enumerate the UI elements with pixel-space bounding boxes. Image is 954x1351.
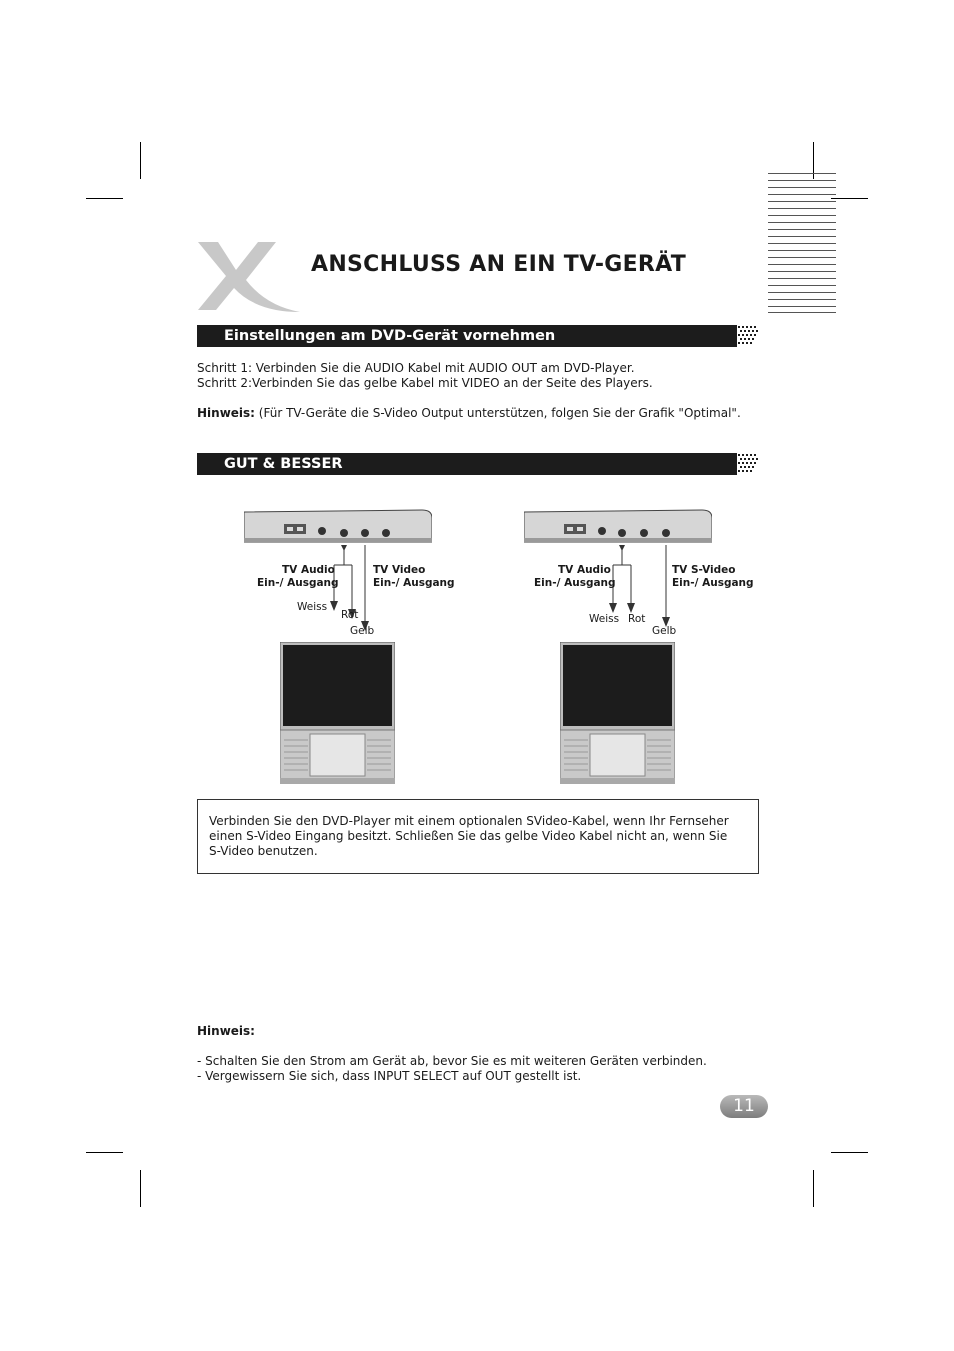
section-heading-good-better: GUT & BESSER bbox=[197, 453, 737, 475]
left-white-label: Weiss bbox=[297, 601, 328, 613]
page-number-badge: 11 bbox=[720, 1095, 768, 1118]
right-audio-label-1: TV Audio bbox=[558, 564, 611, 576]
crop-mark bbox=[831, 198, 868, 199]
svideo-note-text bbox=[209, 814, 729, 859]
left-video-label-1: TV Video bbox=[373, 564, 426, 576]
footer-hint-label: Hinweis: bbox=[197, 1024, 255, 1038]
dvd-player-panel-right bbox=[524, 508, 712, 546]
hint-text: (Für TV-Geräte die S-Video Output unterstützen, folgen Sie der Grafik "Optimal". bbox=[254, 406, 741, 420]
step-1-text: Schritt 1: Verbinden Sie die AUDIO Kabel mit AUDIO OUT am DVD-Player. bbox=[197, 361, 635, 375]
left-red-label: Rot bbox=[341, 609, 359, 621]
right-svideo-label-2: Ein-/ Ausgang bbox=[672, 577, 754, 589]
side-stripes-decoration bbox=[768, 173, 836, 313]
page-title: ANSCHLUSS AN EIN TV-GERÄT bbox=[311, 252, 687, 277]
svideo-note-box bbox=[197, 799, 759, 874]
tv-set-left bbox=[280, 642, 395, 784]
crop-mark bbox=[86, 198, 123, 199]
brand-x-logo-icon bbox=[196, 240, 302, 314]
hint-line bbox=[197, 406, 741, 421]
right-yellow-label: Gelb bbox=[652, 625, 677, 637]
dvd-player-panel-left bbox=[244, 508, 432, 546]
crop-mark bbox=[140, 1170, 141, 1207]
right-svideo-label-1: TV S-Video bbox=[672, 564, 736, 576]
left-audio-label-2: Ein-/ Ausgang bbox=[257, 577, 339, 589]
left-yellow-label: Gelb bbox=[350, 625, 375, 637]
step-2-text: Schritt 2:Verbinden Sie das gelbe Kabel mit VIDEO an der Seite des Players. bbox=[197, 376, 653, 390]
footer-hint-item: - Vergewissern Sie sich, dass INPUT SELECT auf OUT gestellt ist. bbox=[197, 1069, 582, 1083]
hint-label: Hinweis: bbox=[197, 406, 255, 420]
right-audio-label-2: Ein-/ Ausgang bbox=[534, 577, 616, 589]
right-red-label: Rot bbox=[628, 613, 646, 625]
right-white-label: Weiss bbox=[589, 613, 620, 625]
heading-hatch-decoration bbox=[734, 325, 760, 347]
left-audio-label-1: TV Audio bbox=[282, 564, 335, 576]
left-video-label-2: Ein-/ Ausgang bbox=[373, 577, 455, 589]
note-line: einen S-Video Eingang besitzt. Schließen Sie das gelbe Video Kabel nicht an, wenn Sie bbox=[209, 829, 728, 843]
tv-set-right bbox=[560, 642, 675, 784]
note-line: Verbinden Sie den DVD-Player mit einem optionalen SVideo-Kabel, wenn Ihr Fernseher bbox=[209, 814, 729, 828]
crop-mark bbox=[813, 1170, 814, 1207]
footer-hint-item: - Schalten Sie den Strom am Gerät ab, bevor Sie es mit weiteren Geräten verbinden. bbox=[197, 1054, 707, 1068]
heading-hatch-decoration bbox=[734, 453, 760, 475]
crop-mark bbox=[140, 142, 141, 179]
section-heading-settings: Einstellungen am DVD-Gerät vornehmen bbox=[197, 325, 737, 347]
note-line: S-Video benutzen. bbox=[209, 844, 318, 858]
crop-mark bbox=[831, 1152, 868, 1153]
crop-mark bbox=[86, 1152, 123, 1153]
